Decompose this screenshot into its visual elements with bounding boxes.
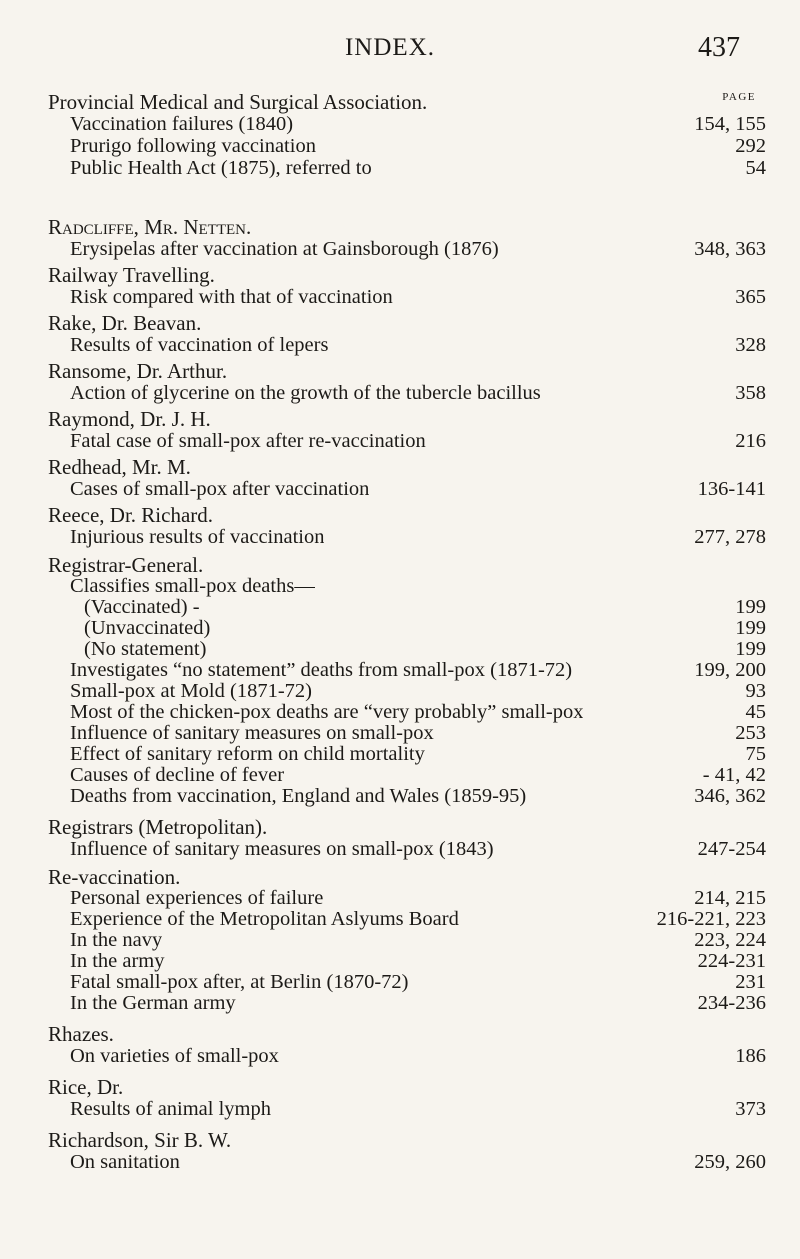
index-entry: [48, 723, 766, 744]
entry-page: 277, 278: [694, 526, 766, 548]
entry-text: Risk compared with that of vaccination: [70, 286, 393, 308]
index-entry: [48, 951, 766, 972]
entry-page: 214, 215: [694, 887, 766, 909]
index-section-reece: [48, 504, 766, 548]
index-section-provincial: [48, 91, 766, 179]
index-entry: [48, 526, 766, 548]
index-entry: [48, 909, 766, 930]
entry-text: Fatal small-pox after, at Berlin (1870-72): [70, 972, 409, 993]
entry-text: In the navy: [70, 930, 163, 951]
index-section-redhead: [48, 456, 766, 500]
index-entry: [48, 838, 766, 860]
entry-text: Small-pox at Mold (1871-72): [70, 681, 312, 702]
index-section-registrars: [48, 816, 766, 860]
entry-text: (Vaccinated) -: [84, 597, 200, 618]
entry-text: Action of glycerine on the growth of the tubercle bacillus: [70, 382, 541, 404]
section-heading: Re-vaccination.: [48, 865, 181, 889]
entry-text: Causes of decline of fever: [70, 765, 285, 786]
index-entry: [48, 660, 766, 681]
entry-page: 54: [745, 157, 766, 179]
entry-page: 224-231: [697, 950, 766, 972]
entry-page: 93: [745, 680, 766, 702]
entry-page: 216: [735, 430, 766, 452]
section-heading: Radcliffe, Mr. Netten.: [48, 215, 252, 239]
section-heading: Richardson, Sir B. W.: [48, 1128, 232, 1152]
index-entry: [48, 238, 766, 260]
entry-page: 346, 362: [694, 785, 766, 807]
entry-text: In the army: [70, 951, 165, 972]
index-section-registrar-general: [48, 554, 766, 807]
index-entry: [48, 993, 766, 1014]
entry-text: Erysipelas after vaccination at Gainsborough (1876): [70, 238, 499, 260]
entry-text: Results of animal lymph: [70, 1098, 271, 1120]
index-section-rhazes: [48, 1023, 766, 1067]
entry-text: Influence of sanitary measures on small-pox (1843): [70, 838, 494, 860]
index-entry: [48, 681, 766, 702]
entry-page: 231: [735, 971, 766, 993]
section-heading: Ransome, Dr. Arthur.: [48, 359, 228, 383]
entry-text: Vaccination failures (1840): [70, 113, 294, 135]
entry-page: 75: [745, 743, 766, 765]
entry-text: On varieties of small-pox: [70, 1045, 279, 1067]
section-heading: Rake, Dr. Beavan.: [48, 311, 202, 335]
index-section-rake: [48, 312, 766, 356]
index-entry: [48, 334, 766, 356]
index-entry: [48, 382, 766, 404]
index-sub-entry: [48, 597, 766, 618]
entry-page: 186: [735, 1045, 766, 1067]
section-heading: Registrars (Metropolitan).: [48, 815, 268, 839]
index-section-ransome: [48, 360, 766, 404]
entry-text: (Unvaccinated): [84, 618, 211, 639]
entry-page: 328: [735, 334, 766, 356]
index-entry: [48, 135, 766, 157]
entry-text: Deaths from vaccination, England and Wales (1859-95): [70, 786, 527, 807]
entry-page: 365: [735, 286, 766, 308]
entry-page: 373: [735, 1098, 766, 1120]
entry-text: On sanitation: [70, 1151, 180, 1173]
entry-text: Cases of small-pox after vaccination: [70, 478, 370, 500]
entry-text: Prurigo following vaccination: [70, 135, 316, 157]
index-section-richardson: [48, 1129, 766, 1173]
entry-page: 45: [745, 701, 766, 723]
section-heading: Provincial Medical and Surgical Association.: [48, 90, 428, 114]
entry-page: 199: [735, 638, 766, 660]
index-entry: [48, 888, 766, 909]
entry-page: 199: [735, 617, 766, 639]
index-section-radcliffe: [48, 216, 766, 260]
index-entry: [48, 576, 766, 597]
index-entry: [48, 972, 766, 993]
entry-page: 247-254: [697, 838, 766, 860]
section-heading: Registrar-General.: [48, 553, 204, 577]
entry-text: Fatal case of small-pox after re-vaccination: [70, 430, 426, 452]
index-entry: [48, 430, 766, 452]
entry-page: - 41, 42: [702, 764, 766, 786]
section-heading: Reece, Dr. Richard.: [48, 503, 214, 527]
entry-page: 253: [735, 722, 766, 744]
index-sub-entry: [48, 618, 766, 639]
index-entry: [48, 113, 766, 135]
index-section-revaccination: [48, 866, 766, 1014]
section-heading: Raymond, Dr. J. H.: [48, 407, 211, 431]
entry-page: 223, 224: [694, 929, 766, 951]
index-entry: [48, 744, 766, 765]
entry-text: In the German army: [70, 993, 236, 1014]
section-heading: Railway Travelling.: [48, 263, 215, 287]
page-column-label: PAGE: [722, 91, 756, 103]
entry-text: Public Health Act (1875), referred to: [70, 157, 372, 179]
index-entry: [48, 930, 766, 951]
running-title: INDEX.: [344, 34, 435, 61]
index-section-raymond: [48, 408, 766, 452]
entry-text: Influence of sanitary measures on small-pox: [70, 723, 434, 744]
index-section-rice: [48, 1076, 766, 1120]
entry-page: 348, 363: [694, 238, 766, 260]
entry-page: 199, 200: [694, 659, 766, 681]
entry-text: Investigates “no statement” deaths from small-pox (1871-72): [70, 660, 573, 681]
entry-page: 199: [735, 596, 766, 618]
entry-text: Injurious results of vaccination: [70, 526, 325, 548]
entry-text: Classifies small-pox deaths—: [70, 576, 315, 597]
index-entry: [48, 157, 766, 179]
index-content: [48, 91, 766, 1173]
entry-text: Most of the chicken-pox deaths are “very probably” small-pox: [70, 702, 584, 723]
index-sub-entry: [48, 639, 766, 660]
index-entry: [48, 1151, 766, 1173]
index-entry: [48, 286, 766, 308]
entry-page: 358: [735, 382, 766, 404]
index-section-railway: [48, 264, 766, 308]
entry-text: Effect of sanitary reform on child mortality: [70, 744, 425, 765]
index-entry: [48, 1045, 766, 1067]
entry-page: 136-141: [697, 478, 766, 500]
entry-page: 292: [735, 135, 766, 157]
index-entry: [48, 1098, 766, 1120]
entry-text: Results of vaccination of lepers: [70, 334, 329, 356]
index-entry: [48, 786, 766, 807]
entry-text: Personal experiences of failure: [70, 888, 324, 909]
entry-page: 154, 155: [694, 113, 766, 135]
section-heading: Rhazes.: [48, 1022, 114, 1046]
index-entry: [48, 765, 766, 786]
entry-page: 234-236: [697, 992, 766, 1014]
entry-text: (No statement): [84, 639, 207, 660]
entry-page: 216-221, 223: [656, 908, 766, 930]
entry-page: 259, 260: [694, 1151, 766, 1173]
section-heading: Redhead, Mr. M.: [48, 455, 191, 479]
page-header: [40, 34, 740, 78]
index-entry: [48, 702, 766, 723]
entry-text: Experience of the Metropolitan Aslyums Board: [70, 909, 459, 930]
index-entry: [48, 478, 766, 500]
section-heading: Rice, Dr.: [48, 1075, 124, 1099]
page-number: 437: [698, 32, 740, 63]
